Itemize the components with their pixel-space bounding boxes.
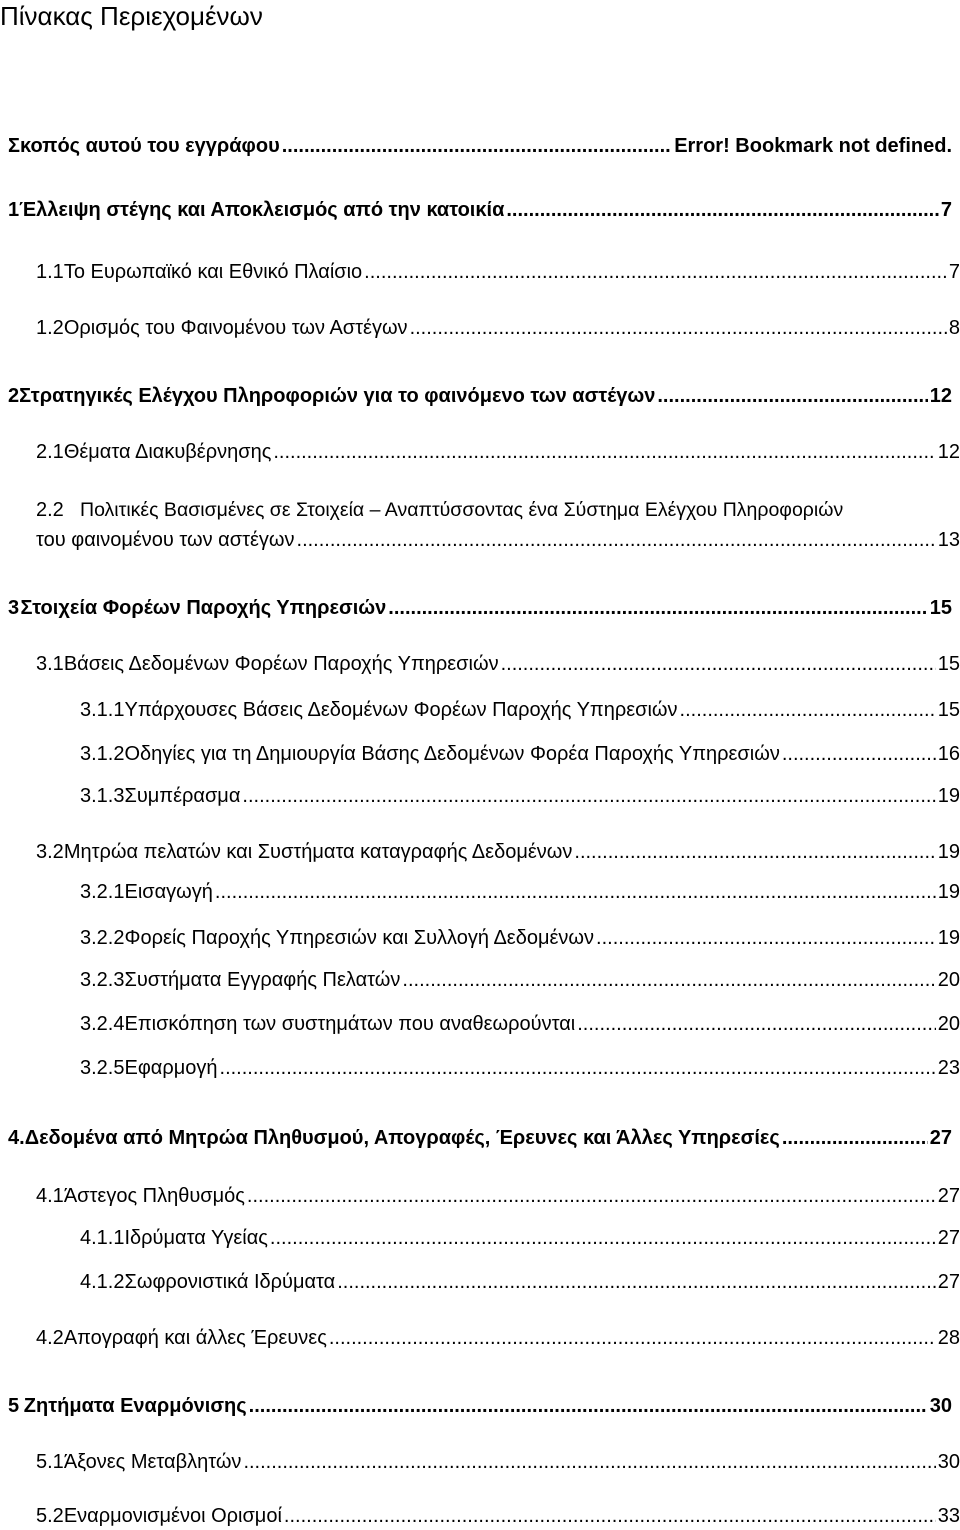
toc-entry-title: Βάσεις Δεδομένων Φορέων Παροχής Υπηρεσιών — [63, 653, 499, 675]
toc-entry-number: 4.1.1 — [80, 1227, 125, 1249]
toc-entry-title: Ιδρύματα Υγείας — [124, 1227, 268, 1249]
toc-entry-number: 4. — [8, 1127, 25, 1149]
toc-leader — [249, 1394, 928, 1418]
toc-entry-title: Υπάρχουσες Βάσεις Δεδομένων Φορέων Παροχής Υπηρεσιών — [124, 699, 678, 721]
toc-entry-page: 30 — [929, 1395, 952, 1417]
toc-entry[interactable] — [0, 376, 952, 408]
toc-leader — [782, 1126, 928, 1150]
toc-entry-page: 19 — [937, 841, 960, 863]
toc-entry-title: Άστεγος Πληθυσμός — [63, 1185, 245, 1207]
toc-entry[interactable] — [0, 832, 960, 864]
toc-entry-title: Άξονες Μεταβλητών — [63, 1451, 242, 1473]
toc-entry-page: 27 — [937, 1271, 960, 1293]
toc-entry-title: Σωφρονιστικά Ιδρύματα — [124, 1271, 336, 1293]
toc-leader — [364, 260, 947, 284]
toc-entry[interactable] — [0, 918, 960, 950]
toc-entry-number: 3.1 — [36, 653, 64, 675]
toc-entry[interactable] — [0, 960, 960, 992]
toc-leader — [388, 596, 927, 620]
toc-entry-title: Εναρμονισμένοι Ορισμοί — [63, 1505, 282, 1527]
toc-leader — [596, 926, 936, 950]
toc-entry-title: Απογραφή και άλλες Έρευνες — [63, 1327, 327, 1349]
toc-entry[interactable] — [0, 1176, 960, 1208]
toc-entry-continuation[interactable] — [0, 520, 960, 552]
toc-entry[interactable] — [0, 1386, 952, 1418]
toc-entry-page: 8 — [948, 317, 960, 339]
toc-entry-title: Εφαρμογή — [124, 1057, 218, 1079]
toc-entry-title: Θέματα Διακυβέρνησης — [63, 441, 272, 463]
toc-entry-page: 19 — [937, 927, 960, 949]
toc-entry[interactable] — [0, 308, 960, 340]
toc-entry-number: 3.1.1 — [80, 699, 125, 721]
toc-entry-number: 3.2 — [36, 841, 64, 863]
toc-entry[interactable] — [0, 490, 960, 522]
toc-entry-number: 3.2.1 — [80, 881, 125, 903]
toc-leader — [574, 840, 935, 864]
toc-entry-title: Εισαγωγή — [124, 881, 213, 903]
toc-leader — [270, 1226, 936, 1250]
toc-entry[interactable] — [0, 734, 960, 766]
toc-entry[interactable] — [0, 190, 952, 222]
toc-entry[interactable] — [0, 126, 952, 158]
toc-entry-page: 27 — [937, 1227, 960, 1249]
toc-entry-title: Φορείς Παροχής Υπηρεσιών και Συλλογή Δεδομένων — [124, 927, 595, 949]
toc-entry[interactable] — [0, 644, 960, 676]
toc-entry-number: 3.1.3 — [80, 785, 125, 807]
toc-leader — [337, 1270, 936, 1294]
toc-leader — [297, 528, 936, 552]
toc-entry-number: 4.1.2 — [80, 1271, 125, 1293]
toc-entry-number: 3.2.5 — [80, 1057, 125, 1079]
toc-entry-number: 1.1 — [36, 261, 64, 283]
toc-entry[interactable] — [0, 1048, 960, 1080]
toc-entry-title: Συμπέρασμα — [124, 785, 241, 807]
toc-leader — [402, 968, 935, 992]
toc-entry[interactable] — [0, 1442, 960, 1474]
toc-leader — [242, 784, 935, 808]
toc-entry[interactable] — [0, 1262, 960, 1294]
toc-leader — [247, 1184, 936, 1208]
page-title: Πίνακας Περιεχομένων — [0, 1, 263, 31]
toc-entry-title: Έλλειψη στέγης και Αποκλεισμός από την κατοικία — [19, 199, 505, 221]
toc-entry-page: 12 — [937, 441, 960, 463]
toc-entry-number: 4.1 — [36, 1185, 64, 1207]
toc-leader — [243, 1450, 935, 1474]
toc-entry-title: Μητρώα πελατών και Συστήματα καταγραφής Δεδομένων — [63, 841, 573, 863]
toc-entry-page: 7 — [940, 199, 952, 221]
toc-entry-page: 13 — [937, 529, 960, 551]
toc-entry-number: 5 — [8, 1395, 20, 1417]
toc-entry-page: 27 — [937, 1185, 960, 1207]
toc-entry-number: 3.2.4 — [80, 1013, 125, 1035]
toc-leader — [506, 198, 939, 222]
toc-leader — [220, 1056, 936, 1080]
toc-entry[interactable] — [0, 1118, 952, 1150]
toc-entry-number: 3.2.2 — [80, 927, 125, 949]
toc-entry-page: 30 — [937, 1451, 960, 1473]
toc-leader — [284, 1504, 936, 1528]
toc-entry-number: 2 — [8, 385, 20, 407]
toc-entry[interactable] — [0, 776, 960, 808]
toc-entry[interactable] — [0, 432, 960, 464]
toc-entry-number: 1.2 — [36, 317, 64, 339]
toc-entry-title-continued: του φαινομένου των αστέγων — [36, 529, 295, 551]
toc-entry-number: 4.2 — [36, 1327, 64, 1349]
toc-leader — [282, 134, 672, 158]
toc-entry-page: 16 — [937, 743, 960, 765]
toc-entry-title: Ζητήματα Εναρμόνισης — [23, 1395, 247, 1417]
toc-entry-number: 5.1 — [36, 1451, 64, 1473]
toc-entry-page: 28 — [937, 1327, 960, 1349]
toc-entry[interactable] — [0, 252, 960, 284]
toc-leader — [577, 1012, 936, 1036]
toc-entry-page: 19 — [937, 881, 960, 903]
toc-entry-title: Σκοπός αυτού του εγγράφου — [8, 135, 280, 157]
toc-entry[interactable] — [0, 1318, 960, 1350]
toc-entry-title: Στρατηγικές Ελέγχου Πληροφοριών για το φαινόμενο των αστέγων — [19, 385, 656, 407]
toc-entry-page: 20 — [937, 1013, 960, 1035]
toc-entry-number: 5.2 — [36, 1505, 64, 1527]
toc-leader — [501, 652, 936, 676]
toc-entry-page: 15 — [937, 699, 960, 721]
toc-entry-page: 23 — [937, 1057, 960, 1079]
toc-entry[interactable] — [0, 1004, 960, 1036]
toc-entry-page: 15 — [937, 653, 960, 675]
toc-entry-title: Ορισμός του Φαινομένου των Αστέγων — [63, 317, 408, 339]
toc-entry-title: Στοιχεία Φορέων Παροχής Υπηρεσιών — [20, 597, 387, 619]
toc-entry-title: Το Ευρωπαϊκό και Εθνικό Πλαίσιο — [63, 261, 363, 283]
toc-leader — [329, 1326, 936, 1350]
toc-entry-title: Δεδομένα από Μητρώα Πληθυσμού, Απογραφές, Έρευνες και Άλλες Υπηρεσίες — [24, 1127, 780, 1149]
toc-entry-page: Error! Bookmark not defined. — [674, 135, 952, 157]
toc-leader — [410, 316, 947, 340]
toc-entry-number: 2.2 — [36, 499, 64, 521]
toc-entry-number: 3.2.3 — [80, 969, 125, 991]
toc-entry[interactable] — [0, 1218, 960, 1250]
toc-entry-page: 33 — [937, 1505, 960, 1527]
toc-entry-page: 12 — [929, 385, 952, 407]
toc-entry-number: 2.1 — [36, 441, 64, 463]
toc-entry-page: 20 — [937, 969, 960, 991]
toc-entry-page: 19 — [937, 785, 960, 807]
toc-entry[interactable] — [0, 690, 960, 722]
toc-entry-title: Επισκόπηση των συστημάτων που αναθεωρούνται — [124, 1013, 576, 1035]
toc-leader — [680, 698, 936, 722]
toc-leader — [273, 440, 935, 464]
toc-entry-number: 3.1.2 — [80, 743, 125, 765]
toc-entry-page: 27 — [929, 1127, 952, 1149]
toc-leader — [215, 880, 936, 904]
toc-entry[interactable] — [0, 1496, 960, 1528]
toc-leader — [657, 384, 927, 408]
toc-entry-page: 7 — [948, 261, 960, 283]
toc-entry-page: 15 — [929, 597, 952, 619]
toc-entry-title: Πολιτικές Βασισμένες σε Στοιχεία – Αναπτύσσοντας ένα Σύστημα Ελέγχου Πληροφοριών — [80, 499, 844, 521]
toc-entry[interactable] — [0, 872, 960, 904]
toc-leader — [782, 742, 936, 766]
toc-entry-title: Συστήματα Εγγραφής Πελατών — [124, 969, 401, 991]
toc-entry-number: 1 — [8, 199, 20, 221]
toc-entry-number: 3 — [8, 597, 20, 619]
toc-entry[interactable] — [0, 588, 952, 620]
toc-entry-title: Οδηγίες για τη Δημιουργία Βάσης Δεδομένων Φορέα Παροχής Υπηρεσιών — [124, 743, 780, 765]
